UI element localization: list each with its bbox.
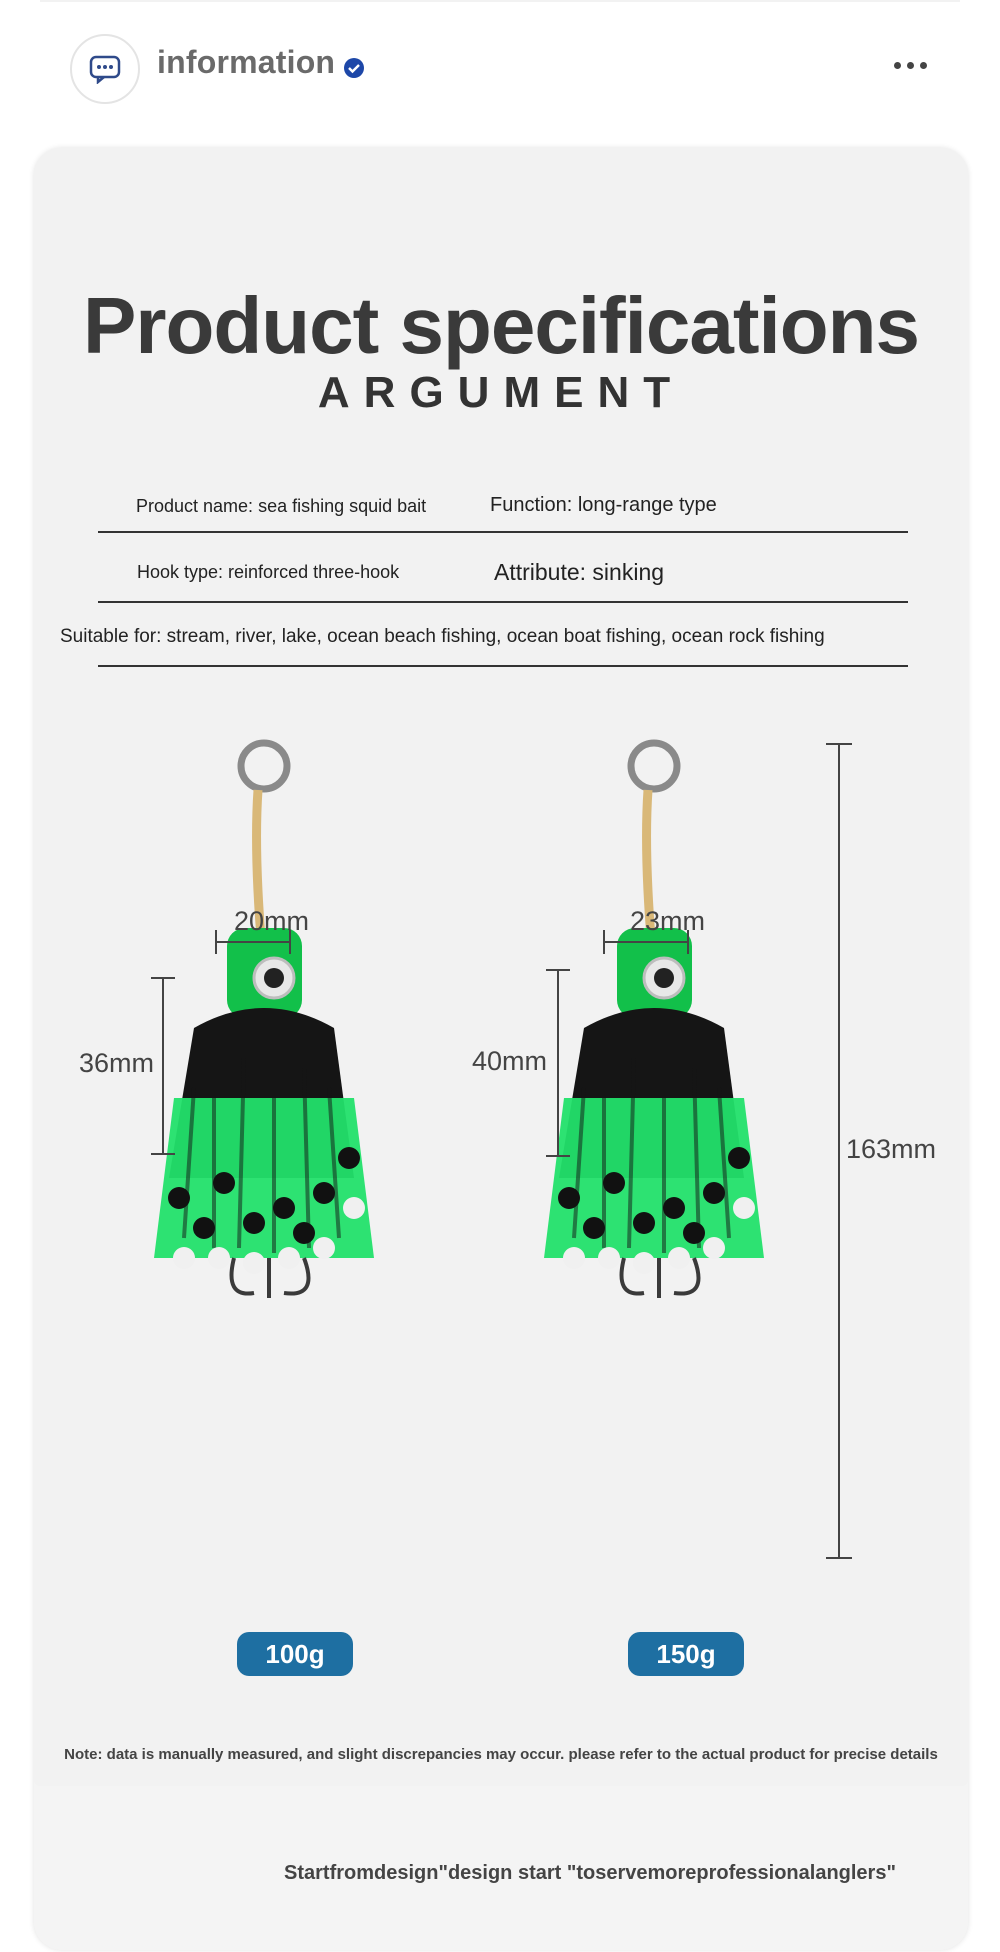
chat-bubble-icon[interactable]	[70, 34, 140, 104]
spec-heading: Product specifications	[83, 281, 919, 370]
brand-slogan: Startfromdesign"design start "toservemoreprofessionalanglers"	[284, 1862, 896, 1884]
spec-product-name: Product name: sea fishing squid bait	[136, 496, 427, 516]
spec-panel	[34, 148, 968, 1786]
measurement-note: Note: data is manually measured, and slight discrepancies may occur. please refer to the actual product for precise details	[64, 1746, 938, 1763]
height-label: 36mm	[79, 1048, 155, 1078]
verified-check-icon	[343, 57, 365, 79]
spec-function: Function: long-range type	[490, 494, 717, 516]
page-title: information	[157, 44, 336, 80]
weight-badge: 150g	[628, 1632, 744, 1676]
divider	[98, 531, 908, 533]
total-length-label: 163mm	[846, 1134, 937, 1164]
divider	[98, 665, 908, 667]
height-label: 40mm	[472, 1046, 548, 1076]
height-dimension-line	[544, 968, 574, 1158]
width-label: 20mm	[234, 906, 310, 936]
spec-suitable-for: Suitable for: stream, river, lake, ocean beach fishing, ocean boat fishing, ocean rock fishing	[60, 626, 825, 647]
product-card	[34, 148, 968, 1950]
weight-badge: 100g	[237, 1632, 353, 1676]
divider	[98, 601, 908, 603]
width-label: 23mm	[630, 906, 706, 936]
spec-subheading: ARGUMENT	[317, 368, 685, 417]
more-dots-icon[interactable]	[894, 54, 934, 76]
header	[0, 0, 1000, 140]
spec-hook-type: Hook type: reinforced three-hook	[137, 562, 400, 582]
spec-attribute: Attribute: sinking	[494, 559, 665, 585]
